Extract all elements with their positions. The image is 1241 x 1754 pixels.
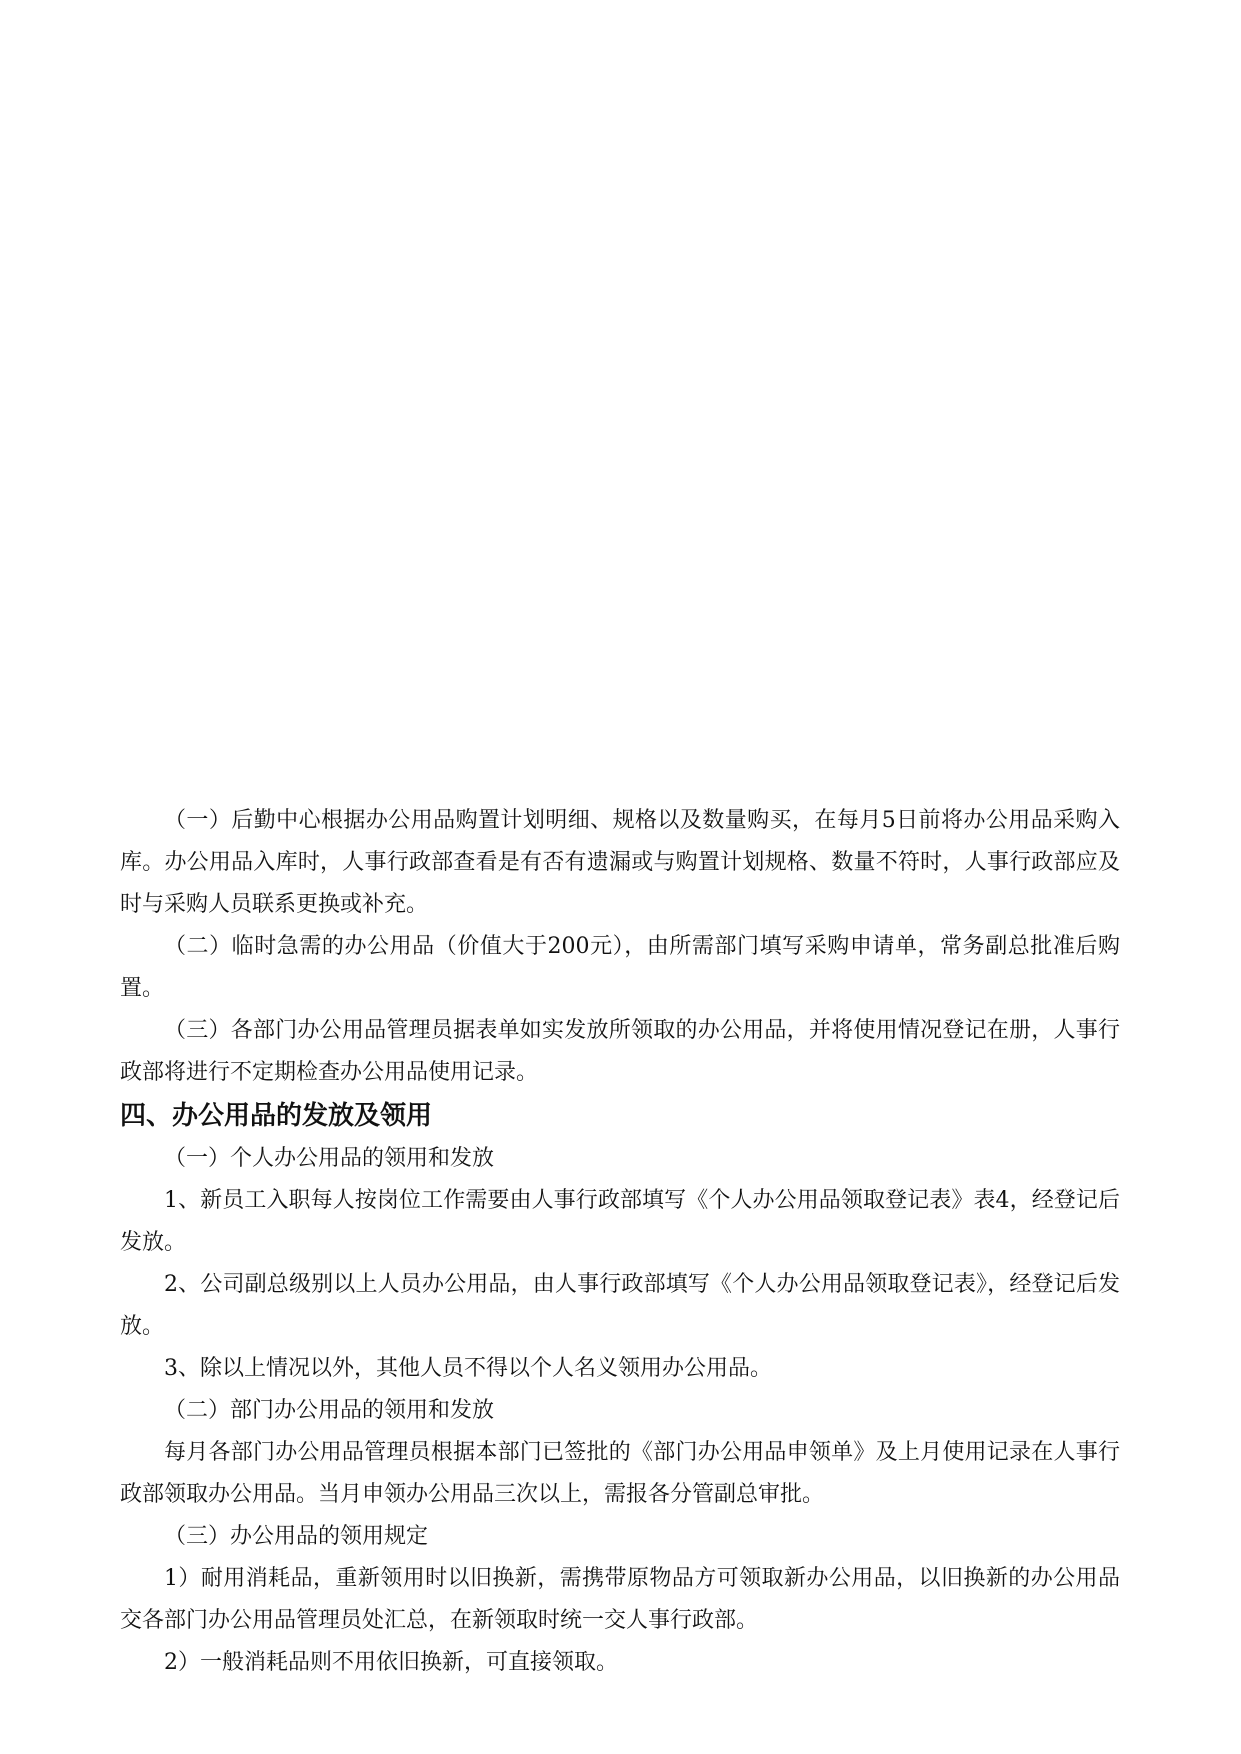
subheading-personal-supplies: （一）个人办公用品的领用和发放 bbox=[164, 1146, 495, 1171]
paragraph-general-consumables: 2）一般消耗品则不用依旧换新，可直接领取。 bbox=[164, 1650, 618, 1675]
section-heading: 四、办公用品的发放及领用 bbox=[120, 1101, 433, 1131]
paragraph-department-distribution: （三）各部门办公用品管理员据表单如实发放所领取的办公用品，并将使用情况登记在册，人事行政部将进行不定期检查办公用品使用记录。 bbox=[120, 1018, 1120, 1085]
paragraph-urgent-purchase: （二）临时急需的办公用品（价值大于200元），由所需部门填写采购申请单，常务副总批准后购置。 bbox=[120, 934, 1120, 1001]
paragraph-durable-consumables: 1）耐用消耗品，重新领用时以旧换新，需携带原物品方可领取新办公用品，以旧换新的办公用品交各部门办公用品管理员处汇总，在新领取时统一交人事行政部。 bbox=[120, 1566, 1120, 1633]
subheading-department-supplies: （二）部门办公用品的领用和发放 bbox=[164, 1398, 495, 1423]
paragraph-new-employee: 1、新员工入职每人按岗位工作需要由人事行政部填写《个人办公用品领取登记表》表4，经登记后发放。 bbox=[120, 1188, 1120, 1255]
paragraph-vice-president: 2、公司副总级别以上人员办公用品，由人事行政部填写《个人办公用品领取登记表》，经登记后发放。 bbox=[120, 1272, 1120, 1339]
document-body bbox=[120, 800, 1120, 1684]
paragraph-monthly-requisition: 每月各部门办公用品管理员根据本部门已签批的《部门办公用品申领单》及上月使用记录在人事行政部领取办公用品。当月申领办公用品三次以上，需报各分管副总审批。 bbox=[120, 1440, 1120, 1507]
paragraph-other-personnel: 3、除以上情况以外，其他人员不得以个人名义领用办公用品。 bbox=[164, 1356, 772, 1381]
paragraph-procurement-storage: （一）后勤中心根据办公用品购置计划明细、规格以及数量购买，在每月5日前将办公用品采购入库。办公用品入库时，人事行政部查看是有否有遗漏或与购置计划规格、数量不符时，人事行政部应及时与采购人员联系更换或补充。 bbox=[120, 808, 1120, 917]
subheading-requisition-rules: （三）办公用品的领用规定 bbox=[164, 1524, 429, 1549]
